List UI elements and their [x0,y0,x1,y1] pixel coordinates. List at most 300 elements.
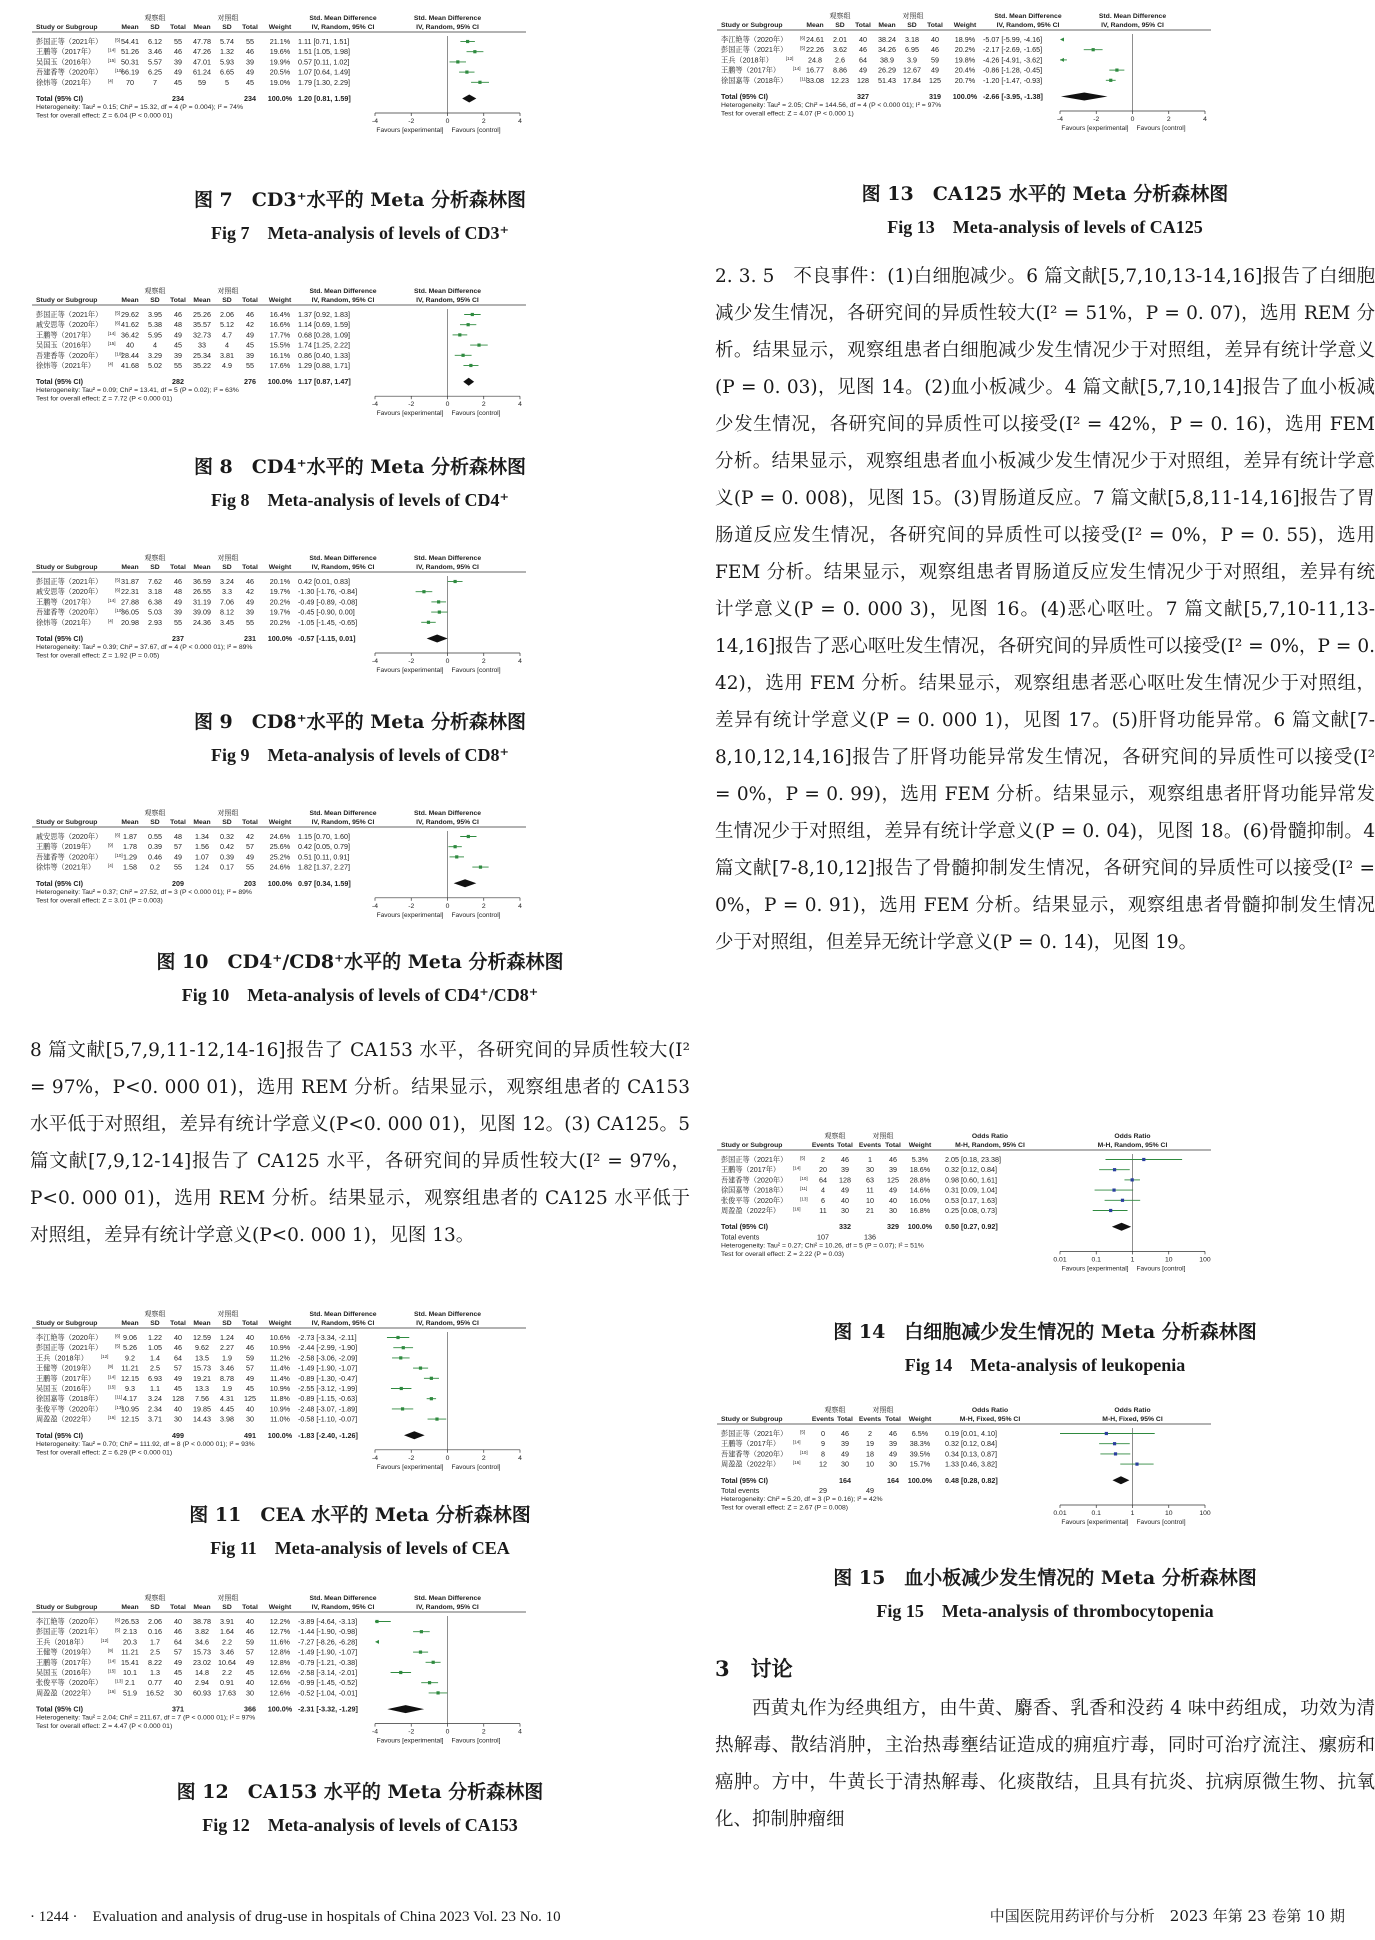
mean2-value: 34.6 [195,1637,210,1647]
study-ref: [13] [115,1404,123,1410]
col-total2: Total [927,22,943,29]
total1-value: 49 [174,852,183,862]
study-ref: [16] [793,1206,801,1212]
study-name: 彭国正等（2021年） [36,577,103,586]
study-ref: [6] [115,1333,121,1339]
study-ref: [4] [108,618,114,624]
study-name: 王鹏等（2017年） [721,65,781,75]
weight-value: 17.7% [269,330,291,340]
heterogeneity-text: Heterogeneity: Tau² = 0.37; Chi² = 27.52, df = 3 (P < 0.000 01); I² = 89% [36,888,252,896]
study-name: 戚安思等（2020年） [36,320,103,330]
mean1-value: 36.05 [121,607,139,617]
study-ref: [4] [108,78,114,84]
total2-value: 59 [246,1637,255,1647]
weight-value: 16.6% [269,320,291,330]
study-name: 吾建香等（2020年） [36,852,103,862]
study-ref: [10] [115,68,123,74]
study-ref: [5] [115,1627,121,1633]
heterogeneity-text: Heterogeneity: Tau² = 0.70; Chi² = 111.92, df = 8 (P < 0.000 01); I² = 93% [36,1440,255,1448]
effect-header: Std. Mean Difference [309,287,377,295]
col-total1: Total [170,564,186,571]
effect-header-plot: Std. Mean Difference [413,809,482,817]
point-estimate [430,1397,433,1400]
events2-value: 21 [866,1205,875,1215]
weight-value: 12.6% [269,1667,291,1677]
total2-value: 30 [246,1414,255,1424]
col-events2: Events [858,1416,882,1423]
study-ref: [10] [115,351,123,357]
mean1-value: 2.1 [125,1678,136,1688]
point-estimate [467,835,470,838]
total1-value: 48 [174,831,183,841]
group1-header: 观察组 [144,1594,166,1602]
col-mean2: Mean [193,296,211,304]
study-ref: [12] [785,55,794,61]
total-n2: 491 [244,1430,257,1440]
total2-value: 49 [246,67,254,77]
sd2-value: 4.31 [220,1394,235,1404]
mean1-value: 10.95 [121,1404,140,1414]
x-tick-label: 2 [481,1454,486,1462]
total2-value: 30 [889,1459,897,1469]
sd1-value: 3.18 [148,587,162,597]
x-tick-label: 0 [445,658,450,665]
ci-value: 1.29 [0.88, 1.71] [297,360,350,370]
heterogeneity-text: Heterogeneity: Tau² = 0.15; Chi² = 15.32, df = 4 (P = 0.004); I² = 74% [36,104,243,111]
study-ref: [14] [793,66,801,72]
mean2-value: 14.8 [195,1667,210,1677]
point-estimate [469,364,472,367]
study-name: 王健等（2019年） [36,1363,96,1373]
fig13-caption [715,182,1375,239]
group2-header: 对照组 [872,1132,894,1140]
study-ref: [13] [800,1196,808,1202]
col-total1: Total [170,1319,186,1327]
total2-value: 46 [246,1627,255,1637]
total2-value: 49 [246,1373,255,1383]
study-name: 吴国玉（2016年） [36,340,96,350]
mean2-value: 23.02 [193,1657,212,1667]
weight-value: 12.6% [269,1688,291,1698]
sd1-value: 6.12 [148,37,162,46]
total2-value: 49 [246,597,254,607]
col-ci: M-H, Random, 95% CI [955,1141,1025,1149]
events2-value: 63 [866,1175,875,1185]
col-study: Study or Subgroup [36,1603,98,1611]
x-tick-label: -4 [371,1728,379,1736]
col-mean1: Mean [121,564,139,571]
left-body-text: 8 篇文献[5,7,9,11-12,14-16]报告了 CA153 水平，各研究间的异质性较大(I² = 97%，P<0. 000 01)，选用 REM 分析。结果显示，观察组患者的 CA153 水平低于对照组，差异有统计学意义(P<0. 000 01)，见图 12。(3) CA125。5 篇文献[7,9,12-14]报告了 CA125 水平，各研究间的异质性较大(I² = 97%，P<0. 000 01)，选用 REM 分析。结果显示，观察组患者的 CA125 水平低于对照组，差异有统计学意义(P<0. 000 1)，见图 13。 [30,1040,690,1246]
ci-value: -2.58 [-3.14, -2.01] [297,1667,358,1677]
point-estimate [454,845,457,848]
col-ci: IV, Random, 95% CI [311,296,375,304]
mean2-value: 26.29 [878,65,896,75]
study-name: 彭国正等（2021年） [36,37,103,46]
total1-value: 45 [174,1667,183,1677]
total-n1: 164 [839,1475,851,1485]
x-tick-label: -4 [1056,116,1064,123]
forest-svg [30,283,530,426]
mean1-value: 36.42 [121,330,140,340]
x-tick-label: 0 [445,118,450,125]
study-ref: [16] [793,1460,801,1466]
study-name: 彭国正等（2021年） [721,1429,788,1438]
study-name: 吾建香等（2020年） [36,350,103,360]
mean2-value: 15.73 [193,1647,212,1657]
total2-value: 30 [889,1205,898,1215]
ci-value: -0.45 [-0.90, 0.00] [298,607,355,617]
total-ci: -1.83 [-2.40, -1.26] [297,1430,358,1440]
total-n1: 237 [172,634,184,643]
weight-value: 24.6% [269,831,291,841]
ci-value: -1.49 [-1.90, -1.07] [297,1647,358,1657]
total-weight: 100.0% [907,1475,933,1485]
sd2-value: 1.32 [220,47,234,57]
total1-value: 49 [174,1373,183,1383]
sd1-value: 2.5 [150,1647,161,1657]
study-name: 吴国玉（2016年） [36,57,96,67]
sd2-value: 6.65 [220,67,234,77]
col-weight: Weight [268,818,292,826]
overall-effect-text: Test for overall effect: Z = 2.67 (P = 0.008) [721,1504,849,1512]
study-name: 彭国正等（2021年） [36,1627,103,1637]
weight-value: 18.9% [954,35,976,44]
group2-header: 对照组 [217,287,239,295]
fig14-caption [715,1320,1375,1377]
weight-value: 17.6% [269,360,291,370]
pooled-diamond [463,378,474,386]
fig13-caption-zh: 图 13 CA125 水平的 Meta 分析森林图 [861,183,1229,205]
total-ci: 0.50 [0.27, 0.92] [945,1222,998,1232]
col-study: Study or Subgroup [721,1416,783,1423]
point-estimate [1142,1158,1145,1161]
weight-value: 10.9% [269,1383,291,1393]
col-total2: Total [242,1319,258,1327]
sd2-value: 2.2 [222,1667,233,1677]
col-mean2: Mean [193,24,211,31]
col-mean1: Mean [121,818,139,826]
study-name: 张俊平等（2020年） [36,1678,103,1688]
x-tick-label: -2 [408,902,415,910]
col-weight: Weight [268,296,292,304]
forest-svg [30,550,530,683]
sd2-value: 8.78 [220,1373,235,1383]
sd2-value: 5.12 [220,320,235,330]
mean2-value: 35.57 [193,320,212,330]
study-ref: [15] [108,1668,116,1674]
effect-header-plot: Std. Mean Difference [413,287,482,295]
point-estimate [375,1620,378,1623]
total-n1: 209 [172,878,185,888]
col-ci: IV, Random, 95% CI [311,24,375,31]
sd1-value: 0.77 [148,1678,163,1688]
sd2-value: 2.27 [220,1343,235,1353]
sd1-value: 6.38 [148,597,162,607]
ci-value: 0.42 [0.01, 0.83] [298,577,350,586]
mean2-value: 47.01 [193,57,211,67]
sd2-value: 2.06 [220,309,235,319]
total1-value: 49 [174,67,182,77]
weight-value: 19.0% [269,77,291,87]
point-estimate [1115,69,1118,72]
forest-svg [30,805,530,928]
total-weight: 100.0% [267,1430,293,1440]
study-ref: [5] [115,37,121,43]
weight-value: 15.7% [909,1459,931,1469]
study-ref: [6] [115,587,121,593]
total1-value: 30 [174,1414,183,1424]
study-name: 王鹏等（2017年） [721,1439,781,1449]
total-n1: 327 [857,92,869,101]
total2-value: 40 [889,1195,898,1205]
sd1-value: 0.39 [148,842,163,852]
total-events2: 49 [866,1486,874,1495]
x-tick-label: 0.1 [1091,1256,1101,1264]
sd2-value: 3.3 [222,587,232,597]
total2-value: 46 [889,1154,898,1164]
weight-value: 12.8% [269,1657,291,1667]
weight-value: 20.2% [269,597,291,607]
mean2-value: 1.56 [195,842,210,852]
total2-value: 49 [889,1185,898,1195]
group1-header: 观察组 [144,1310,166,1318]
group2-header: 对照组 [217,1310,239,1318]
point-estimate [399,1356,402,1359]
total1-value: 48 [174,587,182,597]
ci-value: 0.42 [0.05, 0.79] [297,842,350,852]
col-total2: Total [885,1141,901,1149]
favours-left: Favours [experimental] [1061,1519,1129,1526]
total2-value: 39 [889,1439,897,1449]
x-tick-label: 1 [1130,1256,1135,1264]
fig15-caption-en: Fig 15 Meta-analysis of thrombocytopenia [876,1601,1214,1621]
total2-value: 39 [889,1165,898,1175]
sd1-value: 12.23 [831,75,849,85]
col-study: Study or Subgroup [36,818,98,826]
point-estimate [422,590,425,593]
study-ref: [5] [800,1155,806,1161]
favours-right: Favours [control] [451,410,501,418]
sd2-value: 17.84 [903,75,921,85]
total1-value: 49 [841,1185,850,1195]
study-ref: [9] [108,842,114,848]
weight-value: 20.1% [269,577,291,586]
sd2-value: 10.64 [218,1657,237,1667]
total1-value: 55 [174,617,182,627]
col-sd2: SD [222,564,232,571]
study-name: 周盈盈（2022年） [36,1688,96,1698]
mean2-value: 14.43 [193,1414,212,1424]
mean2-value: 47.26 [193,47,211,57]
mean1-value: 29.62 [121,309,140,319]
sd2-value: 3.81 [220,350,235,360]
fig9-caption-zh: 图 9 CD8⁺水平的 Meta 分析森林图 [193,711,527,733]
sd1-value: 8.86 [833,65,847,75]
x-tick-label: 0 [445,1454,450,1462]
x-tick-label: -4 [371,118,379,125]
col-sd2: SD [907,22,917,29]
group2-header: 对照组 [217,555,239,562]
events2-value: 10 [866,1195,875,1205]
point-estimate [419,1366,422,1369]
forest-plot-fig11 [30,1306,530,1480]
favours-right: Favours [control] [451,911,501,919]
col-ci: IV, Random, 95% CI [311,1603,375,1611]
total2-value: 45 [246,1383,255,1393]
forest-svg [715,1128,1215,1281]
effect-header: Std. Mean Difference [309,15,377,22]
total1-value: 40 [841,1195,850,1205]
total2-value: 45 [246,77,254,87]
total1-value: 40 [174,1332,183,1342]
sd2-value: 1.64 [220,1627,235,1637]
overall-effect-text: Test for overall effect: Z = 7.72 (P < 0.000 01) [36,395,173,403]
col-mean2: Mean [878,22,896,29]
sd1-value: 5.03 [148,607,162,617]
group1-header: 观察组 [824,1407,846,1414]
total1-value: 46 [841,1154,850,1164]
study-ref: [15] [108,57,116,63]
total-n2: 231 [244,634,256,643]
events1-value: 0 [821,1429,825,1438]
mean1-value: 12.15 [121,1373,140,1383]
group2-header: 对照组 [217,15,239,22]
total1-value: 46 [841,1429,849,1438]
mean1-value: 15.41 [121,1657,140,1667]
ci-value: -2.58 [-3.06, -2.09] [297,1353,358,1363]
mean2-value: 33 [198,340,207,350]
forest-svg [715,8,1215,141]
fig7-caption [30,188,690,245]
col-total2: Total [242,1603,258,1611]
x-tick-label: 0 [445,401,450,409]
total1-value: 64 [174,1353,183,1363]
mean1-value: 22.31 [121,587,139,597]
right-body-text: 2. 3. 5 不良事件：(1)白细胞减少。6 篇文献[5,7,10,13-14,16]报告了白细胞减少发生情况，各研究间的异质性较大(I² = 51%，P = 0. 07)，选用 REM 分析。结果显示，观察组患者白细胞减少发生情况少于对照组，差异有统计学意义(P = 0. 03)，见图 14。(2)血小板减少。4 篇文献[5,7,10,14]报告了血小板减少发生情况，各研究间的异质性可以接受(I² = 42%，P = 0. 16)，选用 FEM 分析。结果显示，观察组患者血小板减少发生情况少于对照组，差异有统计学意义(P = 0. 008)，见图 15。(3)胃肠道反应。7 篇文献[5,8,11-14,16]报告了胃肠道反应发生情况，各研究间的异质性可以接受(I² = 0%，P = 0. 55)，选用 FEM 分析。结果显示，观察组患者胃肠道反应发生情况少于对照组，差异有统计学意义(P = 0. 000 3)，见图 16。(4)恶心呕吐。7 篇文献[5,7,10-11,13-14,16]报告了恶心呕吐发生情况，各研究间的异质性可以接受(I² = 0%，P = 0. 42)，选用 FEM 分析。结果显示，观察组患者恶心呕吐发生情况少于对照组，差异有统计学意义(P = 0. 000 1)，见图 17。(5)肝肾功能异常。6 篇文献[7-8,10,12,14,16]报告了肝肾功能异常发生情况，各研究间的异质性可以接受(I² = 0%，P = 0. 99)，选用 FEM 分析。结果显示，观察组患者肝肾功能异常发生情况少于对照组，差异有统计学意义(P = 0. 04)，见图 18。(6)骨髓抑制。4 篇文献[7-8,10,12]报告了骨髓抑制发生情况，各研究间的异质性可以接受(I² = 0%，P = 0. 91)，选用 FEM 分析。结果显示，观察组患者骨髓抑制发生情况少于对照组，但差异无统计学意义(P = 0. 14)，见图 19。 [715,266,1375,953]
weight-value: 14.6% [909,1185,931,1195]
point-estimate [466,40,469,43]
total-n2: 366 [244,1704,257,1714]
total1-value: 46 [174,47,182,57]
weight-value: 28.8% [909,1175,931,1185]
forest-plot-fig7 [30,10,530,143]
study-name: 彭国正等（2021年） [36,309,103,319]
forest-plot-fig10 [30,805,530,928]
heterogeneity-text: Heterogeneity: Tau² = 0.09; Chi² = 13.41, df = 5 (P = 0.02); I² = 63% [36,387,239,395]
sd1-value: 0.2 [150,862,161,872]
total-events1: 29 [819,1486,827,1495]
heterogeneity-text: Heterogeneity: Tau² = 0.39; Chi² = 37.67, df = 4 (P < 0.000 01); I² = 89% [36,644,253,651]
sd2-value: 0.42 [220,842,235,852]
weight-value: 6.5% [911,1429,929,1438]
favours-right: Favours [control] [451,1737,501,1745]
mean1-value: 50.31 [121,57,139,67]
col-total1: Total [837,1141,853,1149]
weight-value: 11.4% [270,1373,290,1383]
events2-value: 30 [866,1165,875,1175]
ci-value: -0.52 [-1.04, -0.01] [297,1688,358,1698]
point-estimate [454,580,457,583]
favours-left: Favours [experimental] [376,1737,444,1745]
col-ci-plot: IV, Random, 95% CI [416,296,479,304]
events2-value: 2 [868,1429,872,1438]
mean1-value: 9.2 [125,1353,136,1363]
favours-left: Favours [experimental] [376,667,444,674]
x-tick-label: 100 [1199,1256,1211,1264]
study-ref: [14] [793,1439,801,1445]
mean2-value: 1.24 [195,862,210,872]
point-estimate [461,354,464,357]
study-ref: [14] [793,1165,801,1171]
mean1-value: 41.62 [121,320,140,330]
point-estimate [477,343,480,346]
effect-header-plot: Std. Mean Difference [413,15,482,22]
total-weight: 100.0% [267,377,293,387]
study-ref: [5] [115,1343,121,1349]
weight-value: 5.3% [911,1154,929,1164]
x-tick-label: 2 [481,1728,486,1736]
ci-value: -1.30 [-1.76, -0.84] [298,587,358,597]
mean1-value: 31.87 [121,577,139,586]
ci-value: 1.11 [0.71, 1.51] [298,37,350,46]
total2-value: 40 [931,35,939,44]
col-total1: Total [170,24,186,31]
mean1-value: 1.29 [123,852,138,862]
point-estimate [427,621,430,624]
fig14-caption-en: Fig 14 Meta-analysis of leukopenia [904,1355,1186,1375]
ci-value: 0.57 [0.11, 1.02] [298,57,350,67]
pooled-diamond [1061,93,1108,101]
x-tick-label: 4 [518,118,522,125]
effect-header-plot: Odds Ratio [1114,1132,1151,1140]
pooled-diamond [427,635,448,643]
ci-value: 0.68 [0.28, 1.09] [297,330,350,340]
group1-header: 观察组 [824,1132,846,1140]
total2-value: 59 [931,55,939,65]
study-name: 徐炜等（2021年） [36,862,96,872]
ci-value: -1.49 [-1.90, -1.07] [297,1363,358,1373]
heterogeneity-text: Heterogeneity: Tau² = 0.27; Chi² = 10.26, df = 5 (P = 0.07); I² = 51% [721,1242,924,1250]
total1-value: 46 [174,309,183,319]
col-sd2: SD [222,296,232,304]
point-estimate [420,1630,423,1633]
sd1-value: 0.55 [148,831,163,841]
total2-value: 57 [246,1647,255,1657]
total2-value: 46 [246,309,255,319]
effect-header: Std. Mean Difference [994,13,1062,20]
sd1-value: 2.01 [833,35,847,44]
mean2-value: 1.34 [195,831,210,841]
sd1-value: 16.52 [146,1688,165,1698]
study-name: 李江艳等（2020年） [36,1332,103,1342]
x-tick-label: 4 [518,401,522,409]
sd2-value: 4.7 [222,330,233,340]
sd2-value: 0.17 [220,862,235,872]
weight-value: 10.9% [269,1343,291,1353]
sd1-value: 2.34 [148,1404,163,1414]
total1-value: 30 [841,1459,849,1469]
x-tick-label: -2 [1093,116,1100,123]
mean2-value: 12.59 [193,1332,212,1342]
col-study: Study or Subgroup [36,24,98,31]
study-ref: [11] [115,1394,123,1400]
events1-value: 8 [821,1449,825,1459]
favours-left: Favours [experimental] [1061,125,1129,132]
total-n2: 164 [887,1475,899,1485]
total-label: Total (95% CI) [36,634,83,643]
effect-header: Odds Ratio [971,1407,1009,1414]
total2-value: 40 [246,1678,255,1688]
